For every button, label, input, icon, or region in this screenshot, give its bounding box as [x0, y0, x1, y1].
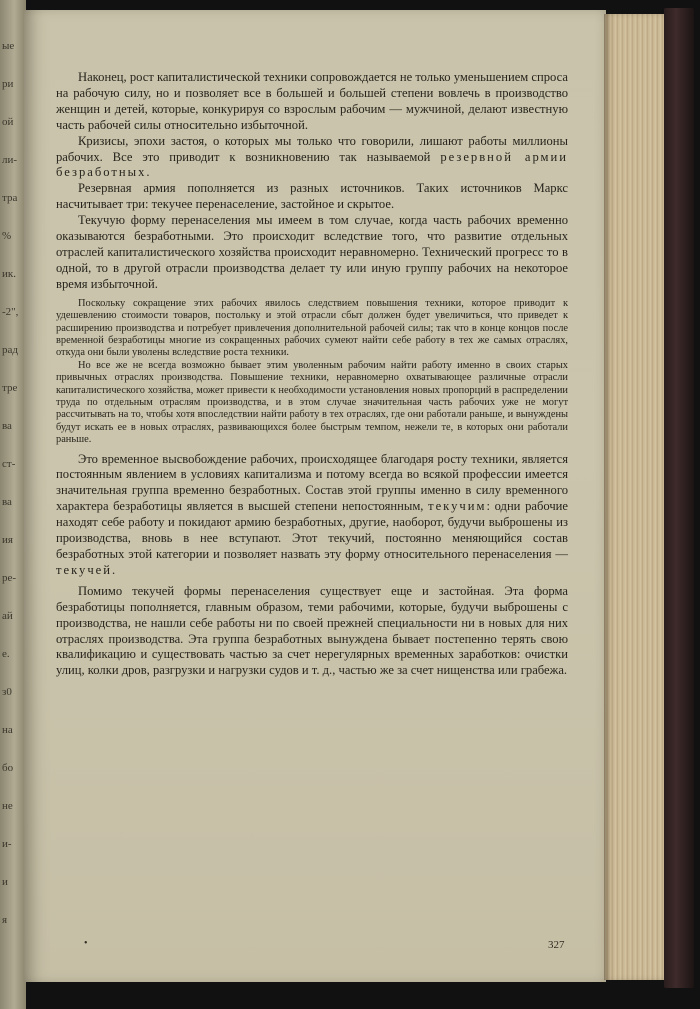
- page-text: [56, 70, 568, 679]
- book-cover: [664, 8, 694, 988]
- facing-page-fragment: не: [2, 800, 13, 812]
- paragraph-2: [56, 134, 568, 182]
- book-page: [24, 10, 606, 982]
- facing-page-fragment: ой: [2, 116, 14, 128]
- paragraph-4: Текучую форму перенаселения мы имеем в том случае, когда часть рабочих временно оказываются безработными. Это происходит вследствие того, что развитие отдельных отраслей капиталистического хозяйства происходит неравномерно. Технический прогресс то в одной, то в другой отрасли производства делает ту или иную группу рабочих на некоторое время избыточной.: [56, 213, 568, 291]
- facing-page-fragment: тре: [2, 382, 18, 394]
- facing-page-fragment: ик.: [2, 268, 16, 280]
- facing-page-fragment: тра: [2, 192, 18, 204]
- facing-page-fragment: бо: [2, 762, 14, 774]
- facing-page-fragment: ли-: [2, 154, 18, 166]
- facing-page-fragment: %: [2, 230, 12, 242]
- paragraph-3: Резервная армия пополняется из разных источников. Таких источников Маркс насчитывает три: текучее перенаселение, застойное и скрытое.: [56, 181, 568, 212]
- paragraph-7-end: .: [112, 562, 116, 577]
- facing-page-fragment: и: [2, 876, 8, 888]
- paragraph-7-text: Это временное высвобождение рабочих, происходящее благодаря росту техники, является постоянным явлением в условиях капитализма и потому всегда во всякой профессии имеется значительная группа временно безработных. Состав этой группы именно в силу временного характера безработицы является в высшей степени непостоянным,: [56, 451, 568, 514]
- facing-page-fragment: е.: [2, 648, 10, 660]
- page-number: 327: [548, 939, 565, 951]
- emphasis-fluid: текучим: [428, 499, 487, 514]
- facing-page-fragment: ва: [2, 496, 12, 508]
- facing-page-fragment: ия: [2, 534, 13, 546]
- paragraph-5: Поскольку сокращение этих рабочих явилось следствием повышения техники, которое приводит к удешевлению стоимости товаров, постольку и этой отрасли сбыт должен будет увеличиться, что приведет к расширению производства и потребует привлечения дополнительной рабочей силы; так что в конце концов после временной безработицы многие из сокращенных рабочих сумеют найти себе работу в тех же самых отраслях, откуда они были уволены вследствие роста техники.: [56, 297, 568, 359]
- paragraph-2-text: Кризисы, эпохи застоя, о которых мы только что говорили, лишают работы миллионы рабочих. Все это приводит к возникновению так называемой: [56, 133, 568, 164]
- facing-page-edge: [0, 0, 26, 1009]
- facing-page-fragment: я: [2, 914, 8, 926]
- paragraph-1: Наконец, рост капиталистической техники сопровождается не только уменьшением спроса на рабочую силу, но и позволяет все в большей и большей степени вовлечь в производство женщин и детей, которые, конкурируя со взрослым рабочим — мужчиной, делают известную часть рабочей силы относительно избыточной.: [56, 70, 568, 132]
- emphasis-reserve-army: резервной армии безработных: [56, 149, 568, 180]
- facing-page-fragment: ст-: [2, 458, 16, 470]
- facing-page-fragment: ва: [2, 420, 12, 432]
- paragraph-8: Помимо текучей формы перенаселения существует еще и застойная. Эта форма безработицы пополняется, главным образом, теми рабочими, которые, будучи выброшены с производства, не нашли себе работы ни по своей прежней специальности ни в новых для них отраслях производства. Эта группа безработных вынуждена бывает постепенно терять свою квалификацию и существовать частью за счет нерегулярных временных заработков: очистки улиц, колки дров, разгрузки и нагрузки судов и т. д., частью же за счет нищенства или грабежа.: [56, 583, 568, 678]
- facing-page-fragment: рад: [2, 344, 18, 356]
- facing-page-fragment: ре-: [2, 572, 17, 584]
- facing-page-fragment: ые: [2, 40, 15, 52]
- facing-page-fragment: з0: [2, 686, 12, 698]
- paragraph-2-end: .: [146, 165, 150, 180]
- paragraph-7: [56, 452, 568, 579]
- facing-page-fragment: и-: [2, 838, 12, 850]
- bullet-mark: •: [84, 938, 88, 949]
- page-block-edge: [604, 14, 666, 980]
- facing-page-fragment: на: [2, 724, 13, 736]
- facing-page-fragment: ай: [2, 610, 13, 622]
- paragraph-6: Но все же не всегда возможно бывает этим уволенным рабочим найти работу именно в своих старых привычных отраслях производства. Повышение техники, неравномерно охватывающее различные отрасли капиталистического хозяйства, может привести к необходимости установления новых пропорций в распределении труда по отдельным отраслям производства, и в этом случае значительная часть рабочих уже не могут рассчитывать на то, чтобы хотя впоследствии найти работу в тех отраслях, где они работали раньше, и вынуждены будут искать ее в новых отраслях, развивающихся более быстрым темпом, нежели те, в которых они работали раньше.: [56, 359, 568, 446]
- paragraph-7-middle: : одни рабочие находят себе работу и покидают армию безработных, другие, наоборот, будучи выброшены из производства, вновь в нее вступают. Этот текучий, постоянно меняющийся состав безработных этой категории и позволяет назвать эту форму относительного перенаселения —: [56, 499, 568, 561]
- facing-page-fragment: ри: [2, 78, 14, 90]
- facing-page-fragment: -2",: [2, 306, 19, 318]
- emphasis-fluid-form: текучей: [56, 562, 112, 577]
